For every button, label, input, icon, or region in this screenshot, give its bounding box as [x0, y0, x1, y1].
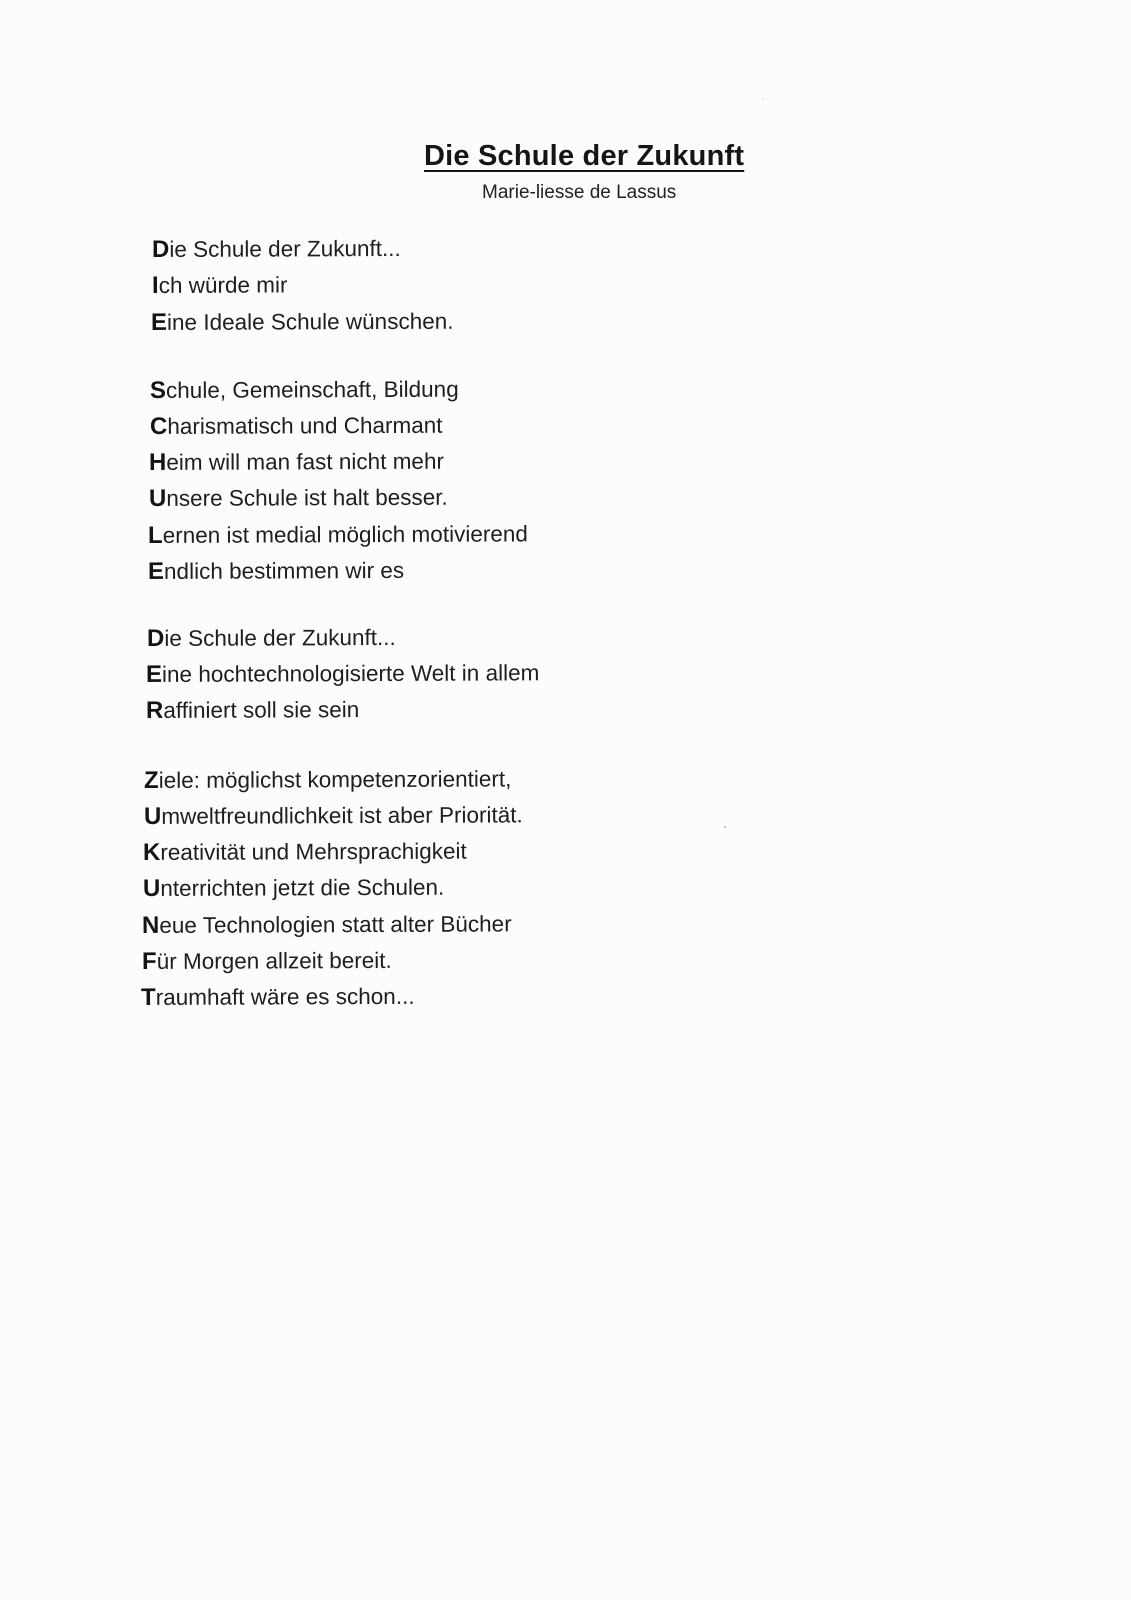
line-text: nterrichten jetzt die Schulen.	[160, 874, 445, 901]
acrostic-initial: E	[145, 660, 163, 688]
poem-line	[150, 376, 459, 405]
acrostic-initial: U	[142, 874, 161, 902]
line-text: harismatisch und Charmant	[167, 412, 443, 439]
acrostic-initial: H	[148, 448, 167, 476]
poem-line	[143, 838, 467, 867]
scan-speck	[762, 98, 764, 100]
line-text: ndlich bestimmen wir es	[163, 557, 405, 584]
line-text: ine hochtechnologisierte Welt in allem	[161, 660, 540, 687]
poem-line	[144, 765, 511, 795]
acrostic-initial: Z	[143, 766, 159, 794]
poem-line	[146, 696, 359, 725]
acrostic-initial: F	[141, 947, 157, 975]
acrostic-initial: U	[143, 802, 162, 830]
line-text: mweltfreundlichkeit ist aber Priorität.	[161, 802, 523, 829]
line-text: ie Schule der Zukunft...	[169, 235, 401, 262]
poem-line	[151, 308, 454, 337]
poem-line	[142, 910, 512, 940]
line-text: ernen ist medial möglich motivierend	[162, 521, 528, 548]
line-text: ine Ideale Schule wünschen.	[166, 308, 454, 335]
line-text: raumhaft wäre es schon...	[155, 983, 415, 1010]
acrostic-initial: N	[141, 911, 160, 939]
acrostic-initial: D	[146, 624, 165, 652]
page-title: Die Schule der Zukunft	[424, 140, 745, 172]
author-name: Marie-liesse de Lassus	[482, 182, 677, 203]
line-text: ür Morgen allzeit bereit.	[156, 947, 392, 974]
poem-line	[144, 801, 523, 831]
poem-line	[146, 659, 539, 689]
line-text: affiniert soll sie sein	[163, 697, 360, 723]
acrostic-initial: U	[148, 484, 167, 512]
acrostic-initial: E	[150, 308, 168, 336]
acrostic-initial: I	[151, 271, 159, 299]
acrostic-initial: T	[140, 983, 156, 1011]
scan-speck	[724, 826, 726, 828]
acrostic-initial: E	[147, 557, 165, 585]
acrostic-initial: L	[147, 521, 163, 549]
poem-line	[150, 412, 443, 441]
poem-line	[148, 557, 404, 586]
poem-line	[149, 484, 448, 513]
line-text: reativität und Mehrsprachigkeit	[160, 838, 467, 865]
poem-line	[152, 271, 288, 300]
line-text: eim will man fast nicht mehr	[166, 448, 444, 475]
line-text: eue Technologien statt alter Bücher	[159, 911, 512, 938]
acrostic-initial: R	[145, 696, 164, 724]
poem-line	[152, 235, 401, 264]
poem-line	[142, 947, 392, 976]
poem-line	[148, 520, 528, 550]
poem-line	[143, 874, 444, 903]
poem-line	[141, 983, 415, 1012]
line-text: chule, Gemeinschaft, Bildung	[165, 376, 459, 403]
acrostic-initial: C	[149, 412, 168, 440]
acrostic-initial: S	[149, 376, 167, 404]
line-text: iele: möglichst kompetenzorientiert,	[158, 766, 512, 793]
poem-line	[147, 624, 396, 653]
line-text: nsere Schule ist halt besser.	[166, 484, 448, 511]
poem-line	[149, 448, 444, 477]
acrostic-initial: D	[151, 235, 170, 263]
line-text: ie Schule der Zukunft...	[164, 624, 396, 651]
acrostic-initial: K	[142, 838, 161, 866]
line-text: ch würde mir	[158, 272, 288, 298]
